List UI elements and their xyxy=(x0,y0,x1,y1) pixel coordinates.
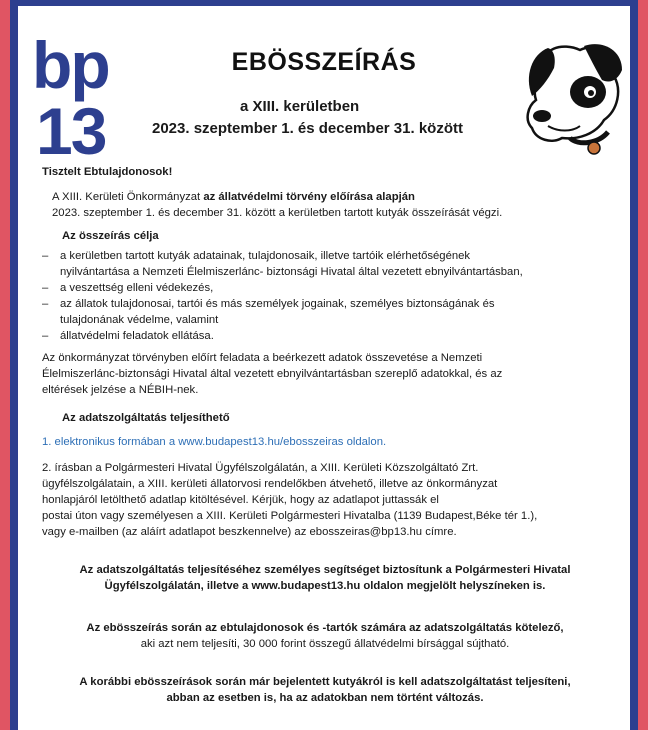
subtitle-district: a XIII. kerületben xyxy=(240,98,360,115)
previous-notice-line-1: A korábbi ebösszeírások során már bejelentett kutyákról is kell adatszolgáltatást teljesíteni, xyxy=(79,676,571,688)
intro-paragraph xyxy=(42,189,608,221)
purpose-item-3-line-2: tulajdonának védelme, valamint xyxy=(60,314,219,326)
purpose-item-dash: – xyxy=(42,282,49,294)
purpose-item-1-line-1: a kerületben tartott kutyák adatainak, tulajdonosaik, illetve tartóik elérhetőségének xyxy=(60,250,471,262)
purpose-item-dash: – xyxy=(42,298,49,310)
fulfil-heading: Az adatszolgáltatás teljesíthető xyxy=(62,412,230,424)
written-option-paragraph xyxy=(42,460,608,540)
purpose-heading: Az összeírás célja xyxy=(62,230,159,242)
right-blue-stripe xyxy=(630,0,638,730)
intro-line-2: 2023. szeptember 1. és december 31. között a kerületben tartott kutyák összeírását végzi. xyxy=(52,207,503,219)
right-red-stripe xyxy=(638,0,648,730)
previous-notice-line-2: abban az esetben is, ha az adatokban nem történt változás. xyxy=(166,692,484,704)
help-notice-line-1: Az adatszolgáltatás teljesítéséhez személyes segítséget biztosítunk a Polgármesteri Hivatal xyxy=(79,564,571,576)
purpose-item-3-line-1: az állatok tulajdonosai, tartói és más személyek jogainak, személyes biztonságának és xyxy=(60,298,495,310)
mandatory-notice-line-1: Az ebösszeírás során az ebtulajdonosok és -tartók számára az adatszolgáltatás kötelező, xyxy=(86,622,564,634)
written-option-line-2: ügyfélszolgálatain, a XIII. kerületi állatorvosi rendelőkben átvehető, illetve az önkormányzat xyxy=(42,478,498,490)
written-option-line-5: vagy e-mailben (az aláírt adatlapot beszkennelve) az ebosszeiras@bp13.hu címre. xyxy=(42,526,457,538)
greeting: Tisztelt Ebtulajdonosok! xyxy=(42,166,173,178)
left-red-stripe xyxy=(0,0,10,730)
purpose-item-1 xyxy=(42,248,608,280)
dog-tag xyxy=(588,142,600,154)
intro-text: A XIII. Kerületi Önkormányzat xyxy=(52,191,204,203)
purpose-item-2-line-1: a veszettség elleni védekezés, xyxy=(60,282,214,294)
duty-paragraph xyxy=(42,350,608,398)
purpose-item-dash: – xyxy=(42,250,49,262)
subtitle-dates: 2023. szeptember 1. és december 31. között xyxy=(152,120,463,137)
help-notice xyxy=(42,562,608,594)
purpose-item-4-line-1: állatvédelmi feladatok ellátása. xyxy=(60,330,214,342)
duty-line-3: eltérések jelzése a NÉBIH-nek. xyxy=(42,384,199,396)
dog-nose xyxy=(533,110,551,122)
mandatory-notice xyxy=(42,620,608,652)
mandatory-notice-line-2: aki azt nem teljesíti, 30 000 forint összegű állatvédelmi bírsággal sújtható. xyxy=(140,638,510,650)
written-option-line-3: honlapjáról letölthető adatlap kitöltésével. Kérjük, hogy az adatlapot juttassák el xyxy=(42,494,439,506)
purpose-item-dash: – xyxy=(42,330,49,342)
document-body xyxy=(42,164,608,706)
purpose-item-1-line-2: nyilvántartása a Nemzeti Élelmiszerlánc- biztonsági Hivatal által vezetett ebnyilvántartásban, xyxy=(60,266,523,278)
purpose-item-4 xyxy=(42,328,608,344)
previous-notice xyxy=(42,674,608,706)
written-option-line-1: 2. írásban a Polgármesteri Hivatal Ügyfélszolgálatán, a XIII. Kerületi Közszolgáltató Zrt. xyxy=(42,462,479,474)
dog-eye-pupil xyxy=(588,90,594,96)
logo-bp-text: bp xyxy=(32,30,109,102)
logo-13-text: 13 xyxy=(36,94,106,160)
duty-line-2: Élelmiszerlánc-biztonsági Hivatal által vezetett ebnyilvántartásban szereplő adatokkal, és az xyxy=(42,368,503,380)
written-option-line-4: postai úton vagy személyesen a XIII. Kerületi Polgármesteri Hivatalba (1139 Budapest,Béke tér 1.), xyxy=(42,510,538,522)
purpose-item-3 xyxy=(42,296,608,328)
duty-line-1: Az önkormányzat törvényben előírt feladata a beérkezett adatok összevetése a Nemzeti xyxy=(42,352,483,364)
purpose-item-2 xyxy=(42,280,608,296)
electronic-option-link[interactable]: 1. elektronikus formában a www.budapest13.hu/ebosszeiras oldalon. xyxy=(42,436,387,448)
left-blue-stripe xyxy=(10,0,18,730)
page-title: EBÖSSZEÍRÁS xyxy=(231,48,417,76)
intro-bold-text: az állatvédelmi törvény előírása alapján xyxy=(203,191,415,203)
help-notice-line-2: Ügyfélszolgálatán, illetve a www.budapest13.hu oldalon megjelölt helyszíneken is. xyxy=(104,580,546,592)
